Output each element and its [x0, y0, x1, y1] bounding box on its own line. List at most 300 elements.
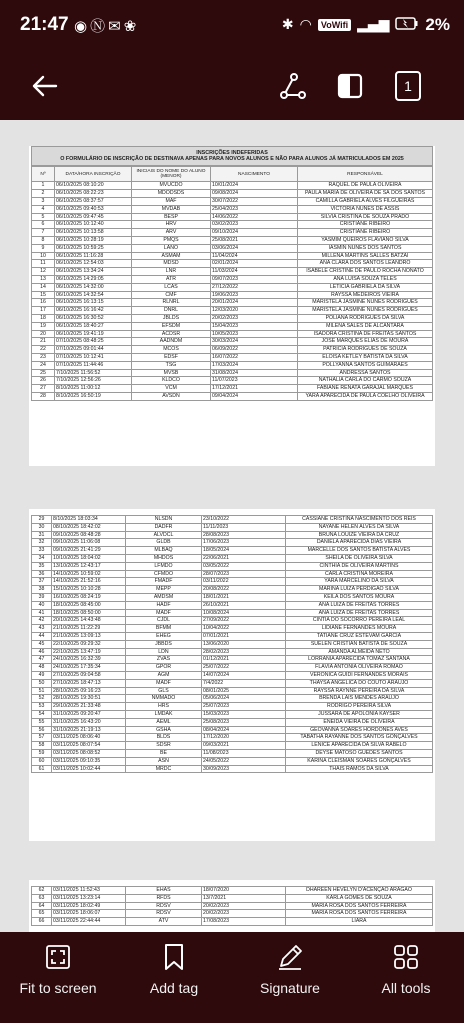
row-datetime: 06/10/2025 10:59:25 [55, 244, 132, 252]
row-number: 64 [32, 902, 52, 910]
bluetooth-icon: ✱ [281, 17, 294, 33]
row-datetime: 18/10/2025 08:50:00 [52, 609, 126, 617]
row-number: 65 [32, 910, 52, 918]
row-initials: HRS [126, 703, 202, 711]
add-tag-label: Add tag [149, 980, 199, 996]
row-number: 12 [32, 268, 55, 276]
row-initials: NMMADO [126, 695, 202, 703]
row-guardian: RODRIGO PEREIRA SILVA [286, 703, 433, 711]
fit-to-screen-label: Fit to screen [19, 980, 97, 996]
row-number: 22 [32, 346, 55, 354]
row-guardian: CAMILLA GABRIELA ALVES FILGUEIRAS [298, 198, 433, 206]
row-initials: TSG [132, 361, 211, 369]
header-guardian: RESPONSÁVEL [298, 167, 433, 182]
table-header-row [32, 167, 433, 182]
row-guardian: ANA LUISA SOUZA TELES [298, 275, 433, 283]
row-initials: NLSDN [126, 516, 202, 524]
chat-icon: ✉ [108, 17, 124, 35]
view-mode-icon [337, 73, 363, 99]
row-guardian: POLLYANNA SANTOS GUIMARÃES [298, 361, 433, 369]
row-initials: RDSV [126, 902, 202, 910]
table-row [32, 392, 433, 400]
row-initials: KLDCO [132, 377, 211, 385]
row-birth: 11/11/2023 [202, 523, 286, 531]
row-initials: GLDB [126, 539, 202, 547]
table-row [32, 664, 433, 672]
table-row [32, 314, 433, 322]
row-initials: BFMM [126, 625, 202, 633]
row-initials: EDSF [132, 353, 211, 361]
row-birth: 18/07/2020 [202, 887, 286, 895]
row-number: 5 [32, 213, 55, 221]
row-birth: 15/03/2023 [202, 710, 286, 718]
row-number: 48 [32, 664, 52, 672]
share-button[interactable] [271, 64, 315, 108]
row-birth: 25/08/2021 [211, 236, 298, 244]
row-birth: 20/01/2024 [211, 299, 298, 307]
row-number: 11 [32, 260, 55, 268]
row-number: 16 [32, 299, 55, 307]
status-bar [0, 0, 464, 52]
table-row [32, 894, 433, 902]
row-guardian: PATRICIA RODRIGUES DE SOUZA [298, 346, 433, 354]
document-page-2[interactable] [29, 509, 435, 841]
grid-icon [393, 944, 419, 970]
row-initials: LNR [132, 268, 211, 276]
row-initials: EHAS [126, 887, 202, 895]
table-row [32, 742, 433, 750]
all-tools-label: All tools [381, 980, 431, 996]
row-initials: DNRL [132, 307, 211, 315]
row-datetime: 06/10/2025 16:16:42 [55, 307, 132, 315]
row-initials: EFSDM [132, 322, 211, 330]
row-birth: 03/11/2022 [202, 578, 286, 586]
table-row [32, 236, 433, 244]
row-birth: 14/07/2024 [202, 671, 286, 679]
table-row [32, 523, 433, 531]
row-initials: ARV [132, 229, 211, 237]
row-birth: 24/05/2022 [202, 757, 286, 765]
row-initials: ATR [132, 275, 211, 283]
row-number: 27 [32, 385, 55, 393]
row-guardian: KEILA DOS SANTOS MOURA [286, 593, 433, 601]
row-datetime: 07/10/2025 10:12:41 [55, 353, 132, 361]
row-initials: GPOR [126, 664, 202, 672]
row-number: 21 [32, 338, 55, 346]
enrollment-table-continued [31, 515, 433, 773]
row-number: 13 [32, 275, 55, 283]
header-initials: INICIAIS DO NOME DO ALUNO (MENOR) [132, 167, 211, 182]
row-number: 35 [32, 562, 52, 570]
view-mode-button[interactable] [328, 64, 372, 108]
table-row [32, 385, 433, 393]
row-initials: ZVAS [126, 656, 202, 664]
row-initials: EHEG [126, 632, 202, 640]
table-row [32, 369, 433, 377]
row-guardian: TABATHA RAYANNE DOS SANTOS GONÇALVES [286, 734, 433, 742]
row-guardian: RAYSSA RAYNNE PEREIRA DA SILVA [286, 687, 433, 695]
row-guardian: THAÍS RAMOS DA SILVA [286, 765, 433, 773]
row-guardian: VERONICA GUIDI FERNANDES MORAIS [286, 671, 433, 679]
table-row [32, 902, 433, 910]
row-guardian: MARISTELA JASMINE NUNES RODRIGUES [298, 299, 433, 307]
row-datetime: 06/10/2025 13:34:24 [55, 268, 132, 276]
row-guardian: CINTIA DO SOCORRO PEREIRA LEAL [286, 617, 433, 625]
table-row [32, 547, 433, 555]
page-indicator-button[interactable] [386, 64, 430, 108]
table-row [32, 617, 433, 625]
row-number: 25 [32, 369, 55, 377]
app-toolbar [0, 52, 464, 120]
row-datetime: 10/10/2025 18:04:02 [52, 554, 126, 562]
row-number: 10 [32, 252, 55, 260]
row-birth: 07/01/2021 [202, 632, 286, 640]
row-guardian: TATIANE CRUZ ESTEVAM GARCIA [286, 632, 433, 640]
row-birth: 31/08/2024 [211, 369, 298, 377]
row-datetime: 06/10/2025 10:13:58 [55, 229, 132, 237]
table-row [32, 601, 433, 609]
table-row [32, 539, 433, 547]
row-number: 37 [32, 578, 52, 586]
table-row [32, 562, 433, 570]
row-birth: 09/10/2024 [211, 229, 298, 237]
row-birth: 16/07/2022 [211, 353, 298, 361]
row-birth: 05/06/2024 [202, 695, 286, 703]
row-guardian: CARLA CRISTINA MOREIRA [286, 570, 433, 578]
row-birth: 20/02/2023 [211, 314, 298, 322]
row-birth: 27/09/2022 [202, 617, 286, 625]
row-guardian: ANA LUIZA DE FREITAS TORRES [286, 609, 433, 617]
row-initials: RLNRL [132, 299, 211, 307]
row-number: 26 [32, 377, 55, 385]
row-datetime: 7/10/2025 12:56:26 [55, 377, 132, 385]
row-datetime: 15/10/2025 10:10:28 [52, 586, 126, 594]
row-birth: 20/02/2023 [202, 902, 286, 910]
row-initials: MRDC [126, 765, 202, 773]
row-number: 33 [32, 547, 52, 555]
row-initials: ASN [126, 757, 202, 765]
row-guardian: BRENDA LAIS MENDES ARAÚJO [286, 695, 433, 703]
row-number: 20 [32, 330, 55, 338]
row-birth: 20/08/2022 [202, 586, 286, 594]
row-datetime: 27/10/2025 09:04:58 [52, 671, 126, 679]
row-initials: HRV [132, 221, 211, 229]
table-row [32, 765, 433, 773]
notification-icons [74, 15, 139, 36]
row-datetime: 24/10/2025 17:35:34 [52, 664, 126, 672]
row-birth: 18/05/2024 [202, 547, 286, 555]
row-birth: 17/06/2023 [202, 539, 286, 547]
row-guardian: LIARA [286, 918, 433, 926]
row-datetime: 08/10/2025 18:42:02 [52, 523, 126, 531]
table-row [32, 710, 433, 718]
row-birth: 08/04/2024 [202, 726, 286, 734]
row-birth: 06/09/2022 [211, 346, 298, 354]
row-datetime: 06/10/2025 19:41:19 [55, 330, 132, 338]
page-number: 1 [395, 71, 421, 101]
row-guardian: AMANDA ALMEIDA NETO [286, 648, 433, 656]
row-number: 2 [32, 190, 55, 198]
row-initials: BESP [132, 213, 211, 221]
row-initials: GSHA [126, 726, 202, 734]
row-birth: 17/12/2021 [211, 385, 298, 393]
row-initials: SDSR [126, 742, 202, 750]
table-row [32, 656, 433, 664]
row-number: 17 [32, 307, 55, 315]
row-birth: 30/09/2023 [202, 765, 286, 773]
row-initials: LANO [132, 244, 211, 252]
table-row [32, 322, 433, 330]
table-row [32, 182, 433, 190]
table-row [32, 910, 433, 918]
row-guardian: MARCELLE DOS SANTOS BATISTA ALVES [286, 547, 433, 555]
table-row [32, 221, 433, 229]
row-birth: 13/7/2021 [202, 894, 286, 902]
row-guardian: JOSÉ MARQUES ELIAS DE MOURA [298, 338, 433, 346]
row-number: 24 [32, 361, 55, 369]
row-number: 43 [32, 625, 52, 633]
row-number: 32 [32, 539, 52, 547]
row-initials: MLBAQ [126, 547, 202, 555]
table-row [32, 252, 433, 260]
row-initials: LMDAK [126, 710, 202, 718]
table-row [32, 307, 433, 315]
row-initials: MAF [132, 198, 211, 206]
row-birth: 17/12/2020 [202, 734, 286, 742]
row-initials: MVUCDO [132, 182, 211, 190]
row-datetime: 8/10/2025 16:50:19 [55, 392, 132, 400]
table-row [32, 578, 433, 586]
table-row [32, 679, 433, 687]
bottom-toolbar [0, 932, 464, 1023]
row-number: 34 [32, 554, 52, 562]
row-number: 29 [32, 516, 52, 524]
row-initials: MHDOS [126, 554, 202, 562]
pen-icon [276, 943, 304, 971]
row-guardian: YARA APARECIDA DE PAULA COELHO OLIVEIRA [298, 392, 433, 400]
row-datetime: 03/11/2025 11:52:43 [52, 887, 126, 895]
row-birth: 27/12/2022 [211, 283, 298, 291]
row-number: 47 [32, 656, 52, 664]
row-number: 60 [32, 757, 52, 765]
signal-icon: ▂▄▆ [357, 17, 390, 33]
row-initials: LDN [126, 648, 202, 656]
fit-to-screen-icon [45, 944, 71, 970]
row-number: 6 [32, 221, 55, 229]
row-birth: 12/03/2020 [211, 307, 298, 315]
row-birth: 09/04/2024 [211, 392, 298, 400]
row-guardian: VICTORIA NUNES DE ASSIS [298, 205, 433, 213]
row-initials: ATV [126, 918, 202, 926]
table-row [32, 291, 433, 299]
row-datetime: 31/10/2025 21:19:13 [52, 726, 126, 734]
row-guardian: ISADORA CRISTINA DE FREITAS SANTOS [298, 330, 433, 338]
row-datetime: 06/10/2025 09:47:45 [55, 213, 132, 221]
signature-button[interactable] [232, 932, 348, 1023]
table-row [32, 229, 433, 237]
eye-icon: ◉ [74, 17, 91, 35]
add-tag-button[interactable] [116, 932, 232, 1023]
table-row [32, 244, 433, 252]
row-datetime: 13/10/2025 12:43:17 [52, 562, 126, 570]
row-number: 18 [32, 314, 55, 322]
row-birth: 10/04/2022 [202, 625, 286, 633]
table-row [32, 275, 433, 283]
row-birth: 17/03/2024 [211, 361, 298, 369]
row-number: 63 [32, 894, 52, 902]
row-guardian: MILLENA MARTINS SALLES BATZAI [298, 252, 433, 260]
table-row [32, 283, 433, 291]
row-number: 39 [32, 593, 52, 601]
row-number: 45 [32, 640, 52, 648]
document-title [31, 146, 433, 166]
row-birth: 09/08/2024 [211, 190, 298, 198]
row-datetime: 28/10/2025 19:30:51 [52, 695, 126, 703]
row-guardian: ELOISA KETLEY BATISTA DA SILVA [298, 353, 433, 361]
row-datetime: 06/10/2025 12:54:03 [55, 260, 132, 268]
row-guardian: YARA MARCELINO DA SILVA [286, 578, 433, 586]
table-row [32, 268, 433, 276]
enrollment-table-continued-2 [31, 886, 433, 926]
row-number: 30 [32, 523, 52, 531]
row-initials: ALVDCL [126, 531, 202, 539]
table-row [32, 718, 433, 726]
row-datetime: 06/10/2025 08:10:20 [55, 182, 132, 190]
table-row [32, 586, 433, 594]
row-number: 38 [32, 586, 52, 594]
row-initials: GLS [126, 687, 202, 695]
row-guardian: THAYSA ANGELICA DO COUTO ARAUJO [286, 679, 433, 687]
row-birth: 25/07/2023 [202, 703, 286, 711]
row-initials: ASMAM [132, 252, 211, 260]
row-initials: CFMDO [126, 570, 202, 578]
row-number: 44 [32, 632, 52, 640]
row-birth: 25/07/2022 [202, 664, 286, 672]
row-initials: MVSB [132, 369, 211, 377]
row-number: 3 [32, 198, 55, 206]
table-row [32, 346, 433, 354]
table-row [32, 190, 433, 198]
row-birth: 03/02/2023 [211, 221, 298, 229]
row-datetime: 03/11/2025 22:44:44 [52, 918, 126, 926]
document-page-3[interactable] [29, 880, 435, 938]
row-birth: 25/08/2023 [202, 718, 286, 726]
row-guardian: RAQUEL DE PAULA OLIVEIRA [298, 182, 433, 190]
row-guardian: CINTHIA DE OLIVEIRA MARTINS [286, 562, 433, 570]
row-birth: 08/01/2025 [202, 687, 286, 695]
share-icon [279, 72, 307, 100]
row-number: 52 [32, 695, 52, 703]
row-number: 19 [32, 322, 55, 330]
row-guardian: ENEIDA VIEIRA DE OLIVEIRA [286, 718, 433, 726]
row-guardian: LORRANIA APARECIDA TOMAZ SANTANA [286, 656, 433, 664]
row-birth: 10/08/2024 [202, 609, 286, 617]
row-initials: VCM [132, 385, 211, 393]
table-row [32, 377, 433, 385]
row-number: 53 [32, 703, 52, 711]
system-icons [282, 15, 450, 35]
row-number: 40 [32, 601, 52, 609]
row-birth: 22/06/2021 [202, 554, 286, 562]
row-datetime: 14/10/2025 10:59:02 [52, 570, 126, 578]
row-number: 42 [32, 617, 52, 625]
row-datetime: 06/10/2025 18:40:27 [55, 322, 132, 330]
row-initials: AGM [126, 671, 202, 679]
back-button[interactable] [22, 64, 66, 108]
row-number: 28 [32, 392, 55, 400]
row-guardian: ANA CLARA DOS SANTOS LEANDRO [298, 260, 433, 268]
wifi-icon: ◠ [299, 17, 312, 33]
row-guardian: JUSSARA DE APOLONIA KAYSER [286, 710, 433, 718]
row-initials: RDSV [126, 910, 202, 918]
table-row [32, 338, 433, 346]
row-datetime: 21/10/2025 13:09:13 [52, 632, 126, 640]
table-row [32, 299, 433, 307]
row-datetime: 09/10/2025 21:41:29 [52, 547, 126, 555]
row-guardian: ISABELE CRISTINE DE PAULO ROCHA NONATO [298, 268, 433, 276]
row-initials: JBBDS [126, 640, 202, 648]
row-datetime: 22/10/2025 13:47:19 [52, 648, 126, 656]
row-birth: 14/06/2022 [211, 213, 298, 221]
row-initials: BE [126, 749, 202, 757]
row-guardian: KARINA CLEISMAN SOARES GONÇALVES [286, 757, 433, 765]
row-number: 14 [32, 283, 55, 291]
row-datetime: 22/10/2025 09:29:32 [52, 640, 126, 648]
row-initials: JBLDS [132, 314, 211, 322]
row-datetime: 03/11/2025 10:02:44 [52, 765, 126, 773]
row-number: 50 [32, 679, 52, 687]
battery-percent: 2% [425, 15, 450, 34]
document-page-1[interactable] [29, 146, 435, 466]
row-datetime: 14/10/2025 21:52:16 [52, 578, 126, 586]
row-guardian: BRUNA LOUIZE VIEIRA DA CRUZ [286, 531, 433, 539]
table-row [32, 531, 433, 539]
row-number: 9 [32, 244, 55, 252]
fit-to-screen-button[interactable] [0, 932, 116, 1023]
row-datetime: 09/10/2025 08:48:28 [52, 531, 126, 539]
table-row [32, 353, 433, 361]
all-tools-button[interactable] [348, 932, 464, 1023]
table-row [32, 361, 433, 369]
row-guardian: KARLA GOMES DE SOUZA [286, 894, 433, 902]
table-row [32, 570, 433, 578]
row-birth: 28/07/2023 [202, 570, 286, 578]
row-datetime: 07/10/2025 08:48:25 [55, 338, 132, 346]
row-number: 59 [32, 749, 52, 757]
row-number: 7 [32, 229, 55, 237]
row-guardian: DHAREEN HEVELYN D'ACENÇÃO ARAGÃO [286, 887, 433, 895]
row-datetime: 29/10/2025 21:33:48 [52, 703, 126, 711]
row-guardian: RAYSSA MEDEIROS VIEIRA [298, 291, 433, 299]
row-datetime: 8/10/2025 18:03:34 [52, 516, 126, 524]
row-birth: 09/07/2023 [211, 275, 298, 283]
row-datetime: 07/10/2025 09:01:44 [55, 346, 132, 354]
battery-icon [395, 17, 419, 34]
row-birth: 01/12/2021 [202, 656, 286, 664]
row-initials: CMF [132, 291, 211, 299]
row-number: 36 [32, 570, 52, 578]
row-number: 41 [32, 609, 52, 617]
header-number: Nº [32, 167, 55, 182]
row-initials: RFDS [126, 894, 202, 902]
row-birth: 11/07/2023 [211, 377, 298, 385]
row-number: 55 [32, 718, 52, 726]
table-row [32, 757, 433, 765]
row-guardian: LIDIANE FERNANDES MOURA [286, 625, 433, 633]
row-birth: 02/01/2024 [211, 260, 298, 268]
row-number: 62 [32, 887, 52, 895]
row-number: 58 [32, 742, 52, 750]
